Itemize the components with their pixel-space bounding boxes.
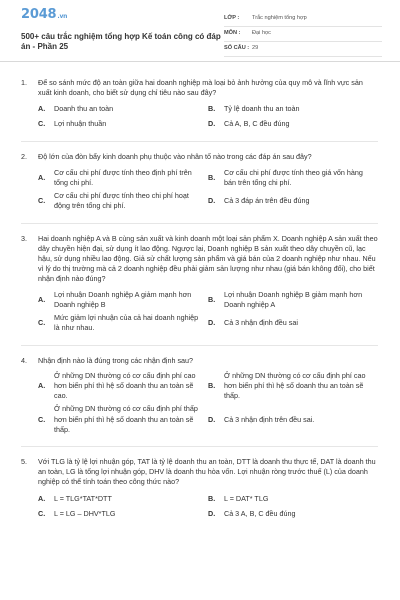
- option-letter: A.: [38, 380, 46, 390]
- option-text: Ở những DN thường có cơ cấu định phí cao hơn biến phí thì hệ số doanh thu an toàn sẽ cao.: [54, 370, 196, 401]
- option-text: Ở những DN thường có cơ cấu định phí thấp hơn biến phí thì hệ số doanh thu an toàn sẽ thấp.: [54, 404, 198, 434]
- option-b[interactable]: [208, 290, 378, 310]
- option-letter: B.: [208, 172, 216, 182]
- option-letter: C.: [38, 508, 46, 518]
- option-a[interactable]: [38, 103, 208, 115]
- meta-row-class: [224, 12, 382, 27]
- option-letter: B.: [208, 104, 216, 114]
- option-c[interactable]: [38, 118, 208, 130]
- option-b[interactable]: [208, 103, 378, 115]
- option-d[interactable]: [208, 118, 378, 130]
- question-1: [21, 78, 378, 130]
- option-letter: C.: [38, 119, 46, 129]
- option-letter: A.: [38, 104, 46, 114]
- site-logo[interactable]: [21, 6, 67, 24]
- meta-row-count: [224, 42, 382, 57]
- option-b[interactable]: [208, 168, 378, 188]
- option-a[interactable]: [38, 168, 208, 188]
- meta-value: Đại học: [252, 30, 271, 37]
- option-d[interactable]: [208, 404, 378, 435]
- option-c[interactable]: [38, 191, 208, 211]
- option-text: Cả 3 nhận định trên đều sai.: [224, 414, 315, 424]
- option-c[interactable]: [38, 313, 208, 333]
- question-2: [21, 152, 378, 211]
- option-c[interactable]: [38, 404, 208, 435]
- option-letter: C.: [38, 196, 46, 206]
- question-number: 4.: [21, 355, 27, 365]
- option-a[interactable]: [38, 493, 208, 505]
- option-a[interactable]: [38, 290, 208, 310]
- option-text: Cả 3 A, B, C đều đúng: [224, 508, 296, 518]
- question-text: Với TLG là tỷ lệ lợi nhuận góp, TAT là tỷ lệ doanh thu an toàn, DTT là doanh thu thực tế, DAT là doanh thu an toàn, LG là tổng lợi nhuận góp, DHV là doanh thu hòa vốn. Lợi nhuận ròng trước thuế (L) của doanh nghiệp có thể tính toán theo công thức nào?: [38, 457, 376, 487]
- option-letter: D.: [208, 318, 216, 328]
- meta-row-subject: [224, 27, 382, 42]
- option-letter: C.: [38, 318, 46, 328]
- option-d[interactable]: [208, 313, 378, 333]
- option-letter: A.: [38, 294, 46, 304]
- option-letter: D.: [208, 414, 216, 424]
- option-d[interactable]: [208, 191, 378, 211]
- question-text: Để so sánh mức độ an toàn giữa hai doanh nghiệp mà loại bỏ ảnh hưởng của quy mô và lĩnh vực sản xuất kinh doanh, cho biết sử dụng chỉ tiêu nào sau đây?: [38, 78, 363, 98]
- option-text: Lợi nhuận Doanh nghiệp B giảm mạnh hơn Doanh nghiệp A: [224, 289, 363, 309]
- question-text: Độ lớn của đòn bẩy kinh doanh phụ thuộc vào nhân tố nào trong các đáp án sau đây?: [38, 152, 312, 162]
- divider: [21, 141, 378, 142]
- option-text: Tỷ lệ doanh thu an toàn: [224, 104, 300, 114]
- question-number: 1.: [21, 78, 27, 87]
- meta-table: [224, 12, 382, 57]
- option-c[interactable]: [38, 508, 208, 520]
- option-letter: A.: [38, 172, 46, 182]
- option-letter: B.: [208, 380, 216, 390]
- option-text: Lợi nhuận thuần: [54, 119, 107, 129]
- question-number: 5.: [21, 457, 27, 467]
- page-header: [0, 0, 400, 62]
- option-a[interactable]: [38, 371, 208, 402]
- option-text: Cơ cấu chi phí được tính theo chi phí hoạt động trên tổng chi phí.: [54, 191, 189, 211]
- divider: [21, 446, 378, 447]
- divider: [21, 223, 378, 224]
- option-text: Cơ cấu chi phí được tính theo giá vốn hàng bán trên tổng chi phí.: [224, 167, 363, 187]
- option-letter: A.: [38, 493, 46, 503]
- option-b[interactable]: [208, 371, 378, 402]
- option-b[interactable]: [208, 493, 378, 505]
- option-text: L = DAT* TLG: [224, 493, 269, 503]
- logo-text: 2048: [21, 7, 57, 22]
- option-text: Cả A, B, C đều đúng: [224, 119, 290, 129]
- question-list: [0, 62, 400, 520]
- option-text: Doanh thu an toàn: [54, 104, 114, 114]
- option-letter: D.: [208, 196, 216, 206]
- option-d[interactable]: [208, 508, 378, 520]
- question-text: Nhận định nào là đúng trong các nhận định sau?: [38, 355, 194, 365]
- option-letter: D.: [208, 119, 216, 129]
- meta-label: LỚP :: [224, 15, 240, 22]
- meta-label: MÔN :: [224, 30, 241, 37]
- question-4: [21, 356, 378, 436]
- question-number: 3.: [21, 233, 27, 243]
- logo-suffix: .vn: [57, 13, 68, 20]
- question-text: Hai doanh nghiệp A và B cùng sản xuất và kinh doanh một loại sản phẩm X. Doanh nghiệp A sản xuất theo dây chuyền hiện đại, sử dụng ít lao động. Ngược lại, Doanh nghiệp B sản xuất theo dây chuyền cũ, lạc hậu, sử dụng nhiều lao động. Giả sử chất lượng sản phẩm và giá bán của 2 doanh nghiệp như nhau. Nếu vì lý do thị trường mà cả 2 doanh nghiệp đều phải giảm sản lượng như nhau (giá bán không đổi), cho biết nhận định nào đúng?: [38, 233, 378, 284]
- meta-value: 29: [252, 45, 259, 52]
- question-3: [21, 234, 378, 334]
- option-text: Cả 3 nhận định đều sai: [224, 318, 298, 328]
- option-text: Mức giảm lợi nhuận của cả hai doanh nghiệp là như nhau.: [54, 313, 199, 333]
- option-letter: B.: [208, 294, 216, 304]
- option-text: L = LG – DHV*TLG: [54, 508, 116, 518]
- meta-value: Trắc nghiệm tổng hợp: [252, 15, 307, 22]
- question-5: [21, 457, 378, 520]
- option-text: Cả 3 đáp án trên đều đúng: [224, 196, 310, 206]
- divider: [21, 345, 378, 346]
- option-text: Ở những DN thường có cơ cấu định phí cao hơn biến phí thì hệ số doanh thu an toàn sẽ thấp.: [224, 370, 366, 401]
- option-letter: D.: [208, 508, 216, 518]
- question-number: 2.: [21, 152, 27, 162]
- meta-label: SỐ CÂU :: [224, 45, 250, 52]
- option-letter: C.: [38, 414, 46, 424]
- option-text: Lợi nhuận Doanh nghiệp A giảm mạnh hơn Doanh nghiệp B: [54, 289, 192, 309]
- option-letter: B.: [208, 493, 216, 503]
- option-text: Cơ cấu chi phí được tính theo định phí trên tổng chi phí.: [54, 167, 192, 187]
- document-title: 500+ câu trắc nghiệm tổng hợp Kế toán công có đáp án - Phần 25: [21, 32, 221, 52]
- option-text: L = TLG*TAT*DTT: [54, 493, 112, 503]
